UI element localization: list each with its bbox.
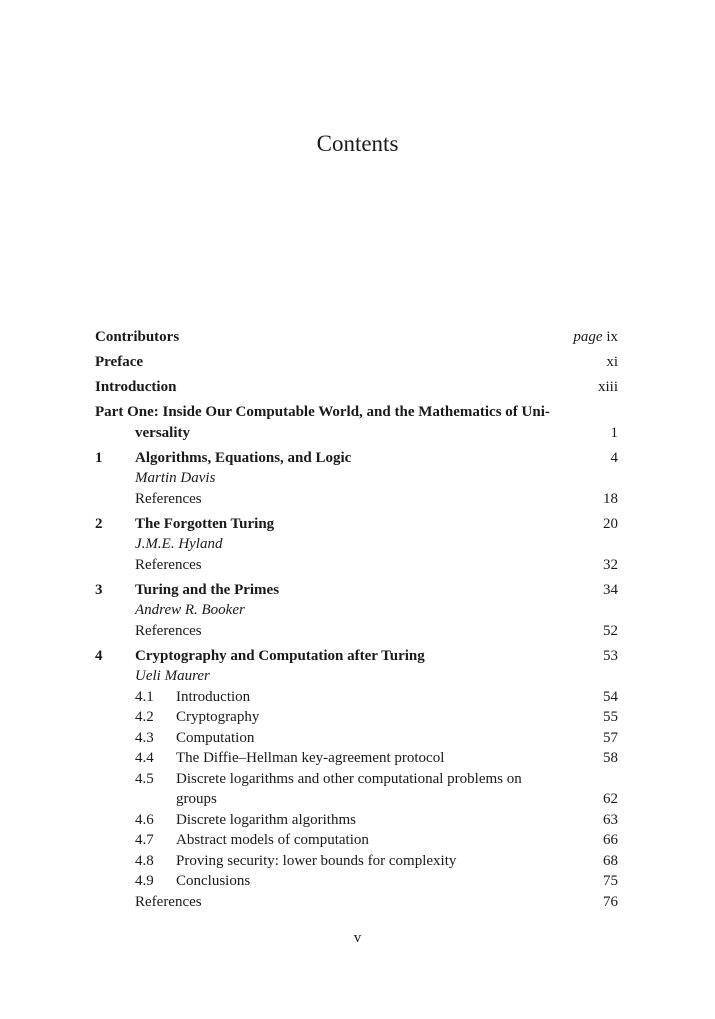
entry-page: 32 xyxy=(603,556,618,573)
section-number: 4.4 xyxy=(135,750,154,766)
references-label: References xyxy=(135,622,202,639)
author-name: Ueli Maurer xyxy=(135,668,210,684)
chapter-author xyxy=(95,600,618,621)
author-name: Andrew R. Booker xyxy=(135,602,245,618)
entry-page: 18 xyxy=(603,490,618,507)
entry-page: 75 xyxy=(603,873,618,889)
toc-section-4-5[interactable] xyxy=(95,769,618,790)
entry-title: Preface xyxy=(95,354,144,370)
section-title: Cryptography xyxy=(176,709,260,725)
section-title: Abstract models of computation xyxy=(176,832,369,848)
section-title-continued: groups xyxy=(176,791,217,807)
toc-part-one-line1[interactable] xyxy=(95,402,618,423)
section-number: 4.5 xyxy=(135,770,154,787)
section-number: 4.7 xyxy=(135,832,154,848)
section-title: The Diffie–Hellman key-agreement protocol xyxy=(176,750,445,766)
section-number: 4.8 xyxy=(135,852,154,869)
toc-references[interactable] xyxy=(95,892,618,913)
toc-entry-contributors[interactable] xyxy=(95,327,618,348)
toc-chapter-3[interactable] xyxy=(95,580,618,601)
toc-section-4-1[interactable] xyxy=(95,687,618,708)
entry-page: 76 xyxy=(603,893,618,910)
toc-entry-preface[interactable] xyxy=(95,352,618,373)
section-title: Computation xyxy=(176,729,255,746)
toc-references[interactable] xyxy=(95,489,618,510)
toc-section-4-8[interactable] xyxy=(95,851,618,872)
toc-chapter-2[interactable] xyxy=(95,514,618,535)
entry-page: 68 xyxy=(603,852,618,869)
chapter-author xyxy=(95,468,618,489)
chapter-author xyxy=(95,534,618,555)
entry-title: Contributors xyxy=(95,329,180,345)
entry-page: 55 xyxy=(603,709,618,725)
toc-section-4-7[interactable] xyxy=(95,830,618,851)
toc-section-4-6[interactable] xyxy=(95,810,618,831)
author-name: J.M.E. Hyland xyxy=(135,536,223,552)
toc-references[interactable] xyxy=(95,621,618,642)
entry-page: 34 xyxy=(603,581,618,598)
entry-page: 57 xyxy=(603,729,618,746)
toc-chapter-4[interactable] xyxy=(95,646,618,667)
chapter-number: 2 xyxy=(95,515,103,532)
chapter-number: 4 xyxy=(95,647,103,664)
page-number: ix xyxy=(606,329,618,345)
entry-page: 54 xyxy=(603,688,618,705)
toc-part-one-line2[interactable] xyxy=(95,423,618,444)
chapter-number: 1 xyxy=(95,449,103,466)
entry-page: 58 xyxy=(603,750,618,766)
part-title-continued: versality xyxy=(135,424,190,441)
entry-page: 4 xyxy=(610,449,618,466)
page-title: Contents xyxy=(316,131,399,156)
section-number: 4.6 xyxy=(135,811,154,828)
references-label: References xyxy=(135,556,202,573)
entry-page: xiii xyxy=(597,379,618,395)
chapter-author xyxy=(95,666,618,687)
part-title: Part One: Inside Our Computable World, and the Mathematics of Uni- xyxy=(95,404,550,420)
section-title: Conclusions xyxy=(176,873,251,889)
entry-page xyxy=(573,327,618,348)
entry-page: 1 xyxy=(610,424,618,441)
entry-page: xi xyxy=(606,354,618,370)
page-prefix: page xyxy=(573,329,603,345)
entry-title: Introduction xyxy=(95,379,177,395)
references-label: References xyxy=(135,490,202,507)
toc-section-4-9[interactable] xyxy=(95,871,618,892)
section-title: Discrete logarithms and other computational problems on xyxy=(176,770,522,787)
toc-section-4-5-continued[interactable] xyxy=(95,789,618,810)
section-title: Introduction xyxy=(176,688,251,705)
table-of-contents xyxy=(95,327,618,912)
toc-entry-introduction[interactable] xyxy=(95,377,618,398)
page-number-footer: v xyxy=(353,930,362,946)
entry-page: 63 xyxy=(603,811,618,828)
entry-page: 20 xyxy=(603,515,618,532)
chapter-number: 3 xyxy=(95,581,103,598)
references-label: References xyxy=(135,893,202,910)
entry-page: 66 xyxy=(603,832,618,848)
chapter-title: Turing and the Primes xyxy=(135,581,280,598)
toc-chapter-1[interactable] xyxy=(95,448,618,469)
entry-page: 62 xyxy=(603,791,618,807)
entry-page: 52 xyxy=(603,622,618,639)
toc-references[interactable] xyxy=(95,555,618,576)
section-number: 4.1 xyxy=(135,688,154,705)
toc-section-4-2[interactable] xyxy=(95,707,618,728)
chapter-title: Algorithms, Equations, and Logic xyxy=(135,449,352,466)
toc-section-4-4[interactable] xyxy=(95,748,618,769)
section-title: Proving security: lower bounds for complexity xyxy=(176,852,457,869)
section-number: 4.2 xyxy=(135,709,154,725)
section-title: Discrete logarithm algorithms xyxy=(176,811,356,828)
author-name: Martin Davis xyxy=(135,470,216,486)
section-number: 4.3 xyxy=(135,729,154,746)
section-number: 4.9 xyxy=(135,873,154,889)
toc-section-4-3[interactable] xyxy=(95,728,618,749)
chapter-title: The Forgotten Turing xyxy=(135,515,275,532)
entry-page: 53 xyxy=(603,647,618,664)
chapter-title: Cryptography and Computation after Turing xyxy=(135,647,425,664)
